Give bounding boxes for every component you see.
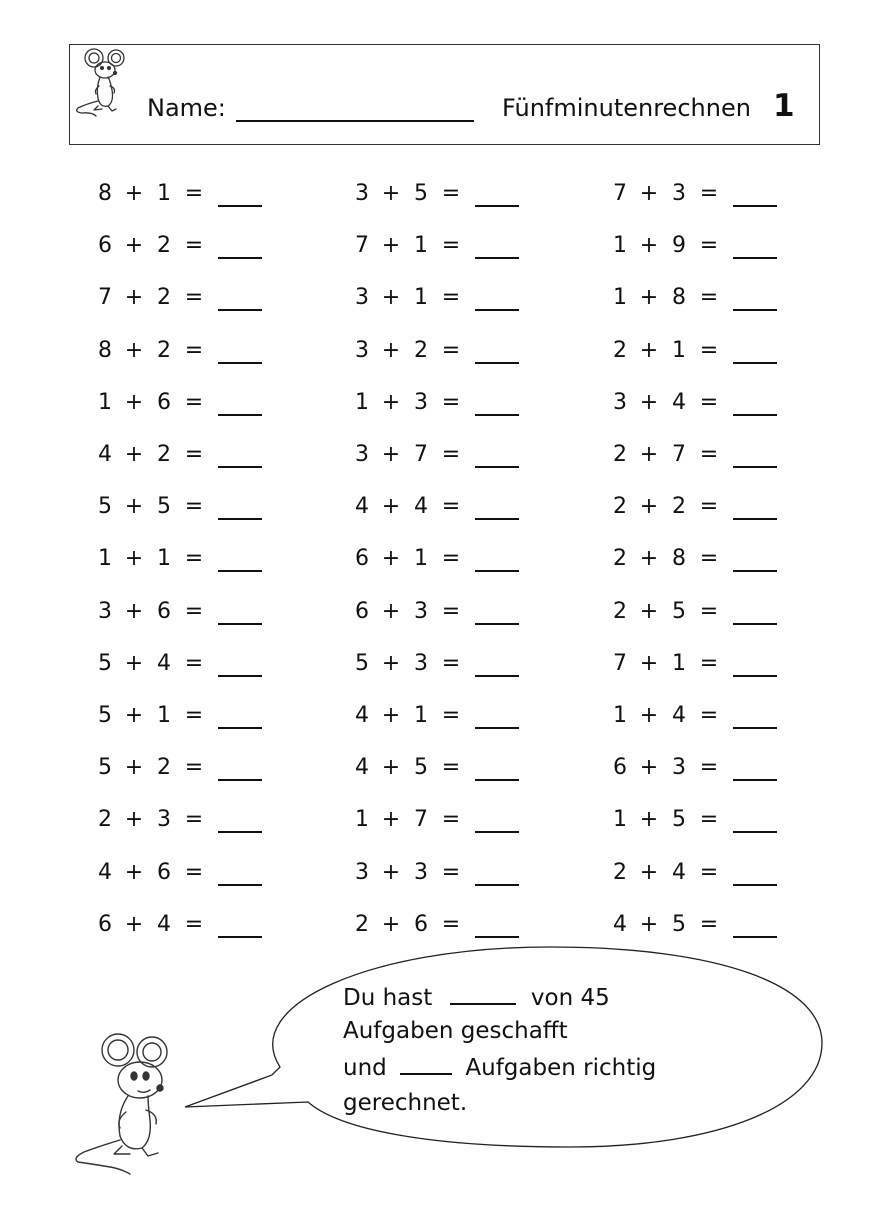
operand-1: 3 bbox=[355, 285, 369, 311]
answer-blank[interactable] bbox=[475, 466, 519, 468]
answer-blank[interactable] bbox=[733, 884, 777, 886]
equals-sign: = bbox=[441, 755, 461, 781]
answer-blank[interactable] bbox=[475, 831, 519, 833]
equals-sign: = bbox=[441, 598, 461, 624]
bubble-line-3 bbox=[343, 1053, 656, 1081]
plus-sign: + bbox=[381, 337, 401, 363]
operand-2: 4 bbox=[672, 859, 686, 885]
operand-2: 2 bbox=[157, 233, 171, 259]
worksheet-number: 1 bbox=[773, 88, 795, 124]
plus-sign: + bbox=[639, 755, 659, 781]
equals-sign: = bbox=[699, 598, 719, 624]
operand-1: 7 bbox=[613, 650, 627, 676]
plus-sign: + bbox=[124, 494, 144, 520]
equals-sign: = bbox=[441, 703, 461, 728]
operand-2: 3 bbox=[414, 389, 428, 415]
equals-sign: = bbox=[699, 494, 719, 520]
equals-sign: = bbox=[441, 859, 461, 885]
operand-1: 1 bbox=[613, 703, 627, 728]
operand-1: 1 bbox=[355, 807, 369, 833]
answer-blank[interactable] bbox=[733, 257, 777, 259]
equals-sign: = bbox=[699, 337, 719, 363]
answer-blank[interactable] bbox=[475, 727, 519, 729]
plus-sign: + bbox=[381, 911, 401, 937]
operand-2: 6 bbox=[157, 859, 171, 885]
mouse-icon bbox=[72, 46, 138, 120]
bubble-line-1 bbox=[343, 983, 610, 1011]
answer-blank[interactable] bbox=[218, 727, 262, 729]
plus-sign: + bbox=[124, 755, 144, 781]
equals-sign: = bbox=[441, 494, 461, 520]
plus-sign: + bbox=[124, 233, 144, 259]
answer-blank[interactable] bbox=[218, 884, 262, 886]
operand-1: 3 bbox=[355, 181, 369, 206]
answer-blank[interactable] bbox=[733, 831, 777, 833]
equals-sign: = bbox=[441, 233, 461, 259]
operand-2: 5 bbox=[157, 494, 171, 520]
plus-sign: + bbox=[639, 911, 659, 937]
operand-1: 1 bbox=[98, 546, 112, 572]
answer-blank[interactable] bbox=[475, 675, 519, 677]
answer-blank[interactable] bbox=[218, 518, 262, 520]
equals-sign: = bbox=[699, 911, 719, 937]
answer-blank[interactable] bbox=[475, 205, 519, 207]
plus-sign: + bbox=[639, 859, 659, 885]
plus-sign: + bbox=[381, 598, 401, 624]
mouse-icon bbox=[70, 1028, 180, 1178]
operand-2: 8 bbox=[672, 285, 686, 311]
answer-blank[interactable] bbox=[475, 518, 519, 520]
operand-2: 5 bbox=[414, 181, 428, 206]
operand-1: 2 bbox=[613, 494, 627, 520]
operand-1: 3 bbox=[98, 598, 112, 624]
bubble-line-2: Aufgaben geschafft bbox=[343, 1018, 568, 1044]
answer-blank[interactable] bbox=[733, 414, 777, 416]
equals-sign: = bbox=[699, 807, 719, 833]
operand-1: 3 bbox=[355, 442, 369, 467]
count-done-blank[interactable] bbox=[450, 983, 516, 1005]
operand-2: 4 bbox=[157, 650, 171, 676]
operand-1: 8 bbox=[98, 181, 112, 206]
plus-sign: + bbox=[639, 650, 659, 676]
name-line[interactable] bbox=[236, 120, 474, 122]
plus-sign: + bbox=[381, 494, 401, 520]
bubble-text-und: und bbox=[343, 1055, 387, 1081]
equals-sign: = bbox=[441, 337, 461, 363]
operand-2: 1 bbox=[414, 285, 428, 311]
operand-1: 2 bbox=[355, 911, 369, 937]
operand-1: 1 bbox=[355, 389, 369, 415]
answer-blank[interactable] bbox=[475, 884, 519, 886]
operand-1: 4 bbox=[355, 755, 369, 781]
plus-sign: + bbox=[381, 285, 401, 311]
answer-blank[interactable] bbox=[218, 309, 262, 311]
plus-sign: + bbox=[381, 389, 401, 415]
operand-2: 8 bbox=[672, 546, 686, 572]
count-correct-blank[interactable] bbox=[400, 1053, 452, 1075]
answer-blank[interactable] bbox=[218, 936, 262, 938]
operand-2: 6 bbox=[157, 389, 171, 415]
operand-2: 5 bbox=[672, 598, 686, 624]
operand-1: 3 bbox=[355, 859, 369, 885]
answer-blank[interactable] bbox=[218, 623, 262, 625]
equals-sign: = bbox=[184, 859, 204, 885]
operand-2: 7 bbox=[672, 442, 686, 467]
answer-blank[interactable] bbox=[733, 727, 777, 729]
answer-blank[interactable] bbox=[218, 205, 262, 207]
operand-1: 1 bbox=[613, 807, 627, 833]
plus-sign: + bbox=[639, 494, 659, 520]
answer-blank[interactable] bbox=[475, 362, 519, 364]
operand-1: 2 bbox=[613, 546, 627, 572]
plus-sign: + bbox=[639, 181, 659, 206]
answer-blank[interactable] bbox=[733, 570, 777, 572]
plus-sign: + bbox=[639, 285, 659, 311]
equals-sign: = bbox=[699, 442, 719, 467]
operand-2: 2 bbox=[672, 494, 686, 520]
operand-1: 3 bbox=[355, 337, 369, 363]
operand-1: 6 bbox=[98, 233, 112, 259]
operand-2: 2 bbox=[157, 442, 171, 467]
operand-1: 8 bbox=[98, 337, 112, 363]
answer-blank[interactable] bbox=[218, 414, 262, 416]
plus-sign: + bbox=[639, 546, 659, 572]
bubble-text-aufgaben-richtig: Aufgaben richtig bbox=[465, 1055, 657, 1081]
bubble-text-von-45: von 45 bbox=[530, 985, 610, 1011]
plus-sign: + bbox=[124, 337, 144, 363]
equals-sign: = bbox=[699, 389, 719, 415]
operand-1: 3 bbox=[613, 389, 627, 415]
plus-sign: + bbox=[124, 598, 144, 624]
equals-sign: = bbox=[184, 807, 204, 833]
operand-2: 1 bbox=[414, 546, 428, 572]
answer-blank[interactable] bbox=[218, 570, 262, 572]
equals-sign: = bbox=[441, 650, 461, 676]
operand-2: 7 bbox=[414, 442, 428, 467]
equals-sign: = bbox=[699, 233, 719, 259]
operand-2: 3 bbox=[414, 650, 428, 676]
equals-sign: = bbox=[699, 650, 719, 676]
operand-2: 2 bbox=[414, 337, 428, 363]
plus-sign: + bbox=[381, 233, 401, 259]
equals-sign: = bbox=[184, 337, 204, 363]
operand-1: 4 bbox=[355, 703, 369, 728]
answer-blank[interactable] bbox=[475, 570, 519, 572]
equals-sign: = bbox=[184, 598, 204, 624]
operand-1: 6 bbox=[355, 546, 369, 572]
bubble-line-4: gerechnet. bbox=[343, 1090, 468, 1116]
plus-sign: + bbox=[124, 389, 144, 415]
plus-sign: + bbox=[381, 546, 401, 572]
plus-sign: + bbox=[381, 442, 401, 467]
operand-1: 1 bbox=[98, 389, 112, 415]
plus-sign: + bbox=[124, 807, 144, 833]
operand-1: 7 bbox=[613, 181, 627, 206]
operand-2: 7 bbox=[414, 807, 428, 833]
operand-2: 1 bbox=[157, 181, 171, 206]
equals-sign: = bbox=[441, 285, 461, 311]
plus-sign: + bbox=[639, 442, 659, 467]
plus-sign: + bbox=[381, 807, 401, 833]
answer-blank[interactable] bbox=[475, 936, 519, 938]
answer-blank[interactable] bbox=[475, 309, 519, 311]
answer-blank[interactable] bbox=[733, 205, 777, 207]
operand-2: 3 bbox=[414, 598, 428, 624]
answer-blank[interactable] bbox=[733, 362, 777, 364]
answer-blank[interactable] bbox=[218, 362, 262, 364]
operand-2: 4 bbox=[157, 911, 171, 937]
equals-sign: = bbox=[441, 911, 461, 937]
plus-sign: + bbox=[124, 285, 144, 311]
equals-sign: = bbox=[184, 703, 204, 728]
operand-1: 2 bbox=[613, 337, 627, 363]
worksheet-title: Fünfminutenrechnen bbox=[502, 94, 751, 122]
equals-sign: = bbox=[699, 546, 719, 572]
equals-sign: = bbox=[184, 389, 204, 415]
equals-sign: = bbox=[441, 181, 461, 206]
equals-sign: = bbox=[441, 442, 461, 467]
operand-2: 6 bbox=[157, 598, 171, 624]
answer-blank[interactable] bbox=[475, 257, 519, 259]
operand-2: 3 bbox=[672, 181, 686, 206]
operand-2: 2 bbox=[157, 285, 171, 311]
answer-blank[interactable] bbox=[733, 936, 777, 938]
operand-1: 2 bbox=[613, 598, 627, 624]
operand-2: 1 bbox=[414, 233, 428, 259]
plus-sign: + bbox=[124, 911, 144, 937]
operand-2: 3 bbox=[672, 755, 686, 781]
operand-2: 1 bbox=[157, 703, 171, 728]
operand-1: 1 bbox=[613, 233, 627, 259]
plus-sign: + bbox=[381, 859, 401, 885]
answer-blank[interactable] bbox=[218, 675, 262, 677]
operand-2: 1 bbox=[672, 650, 686, 676]
operand-2: 1 bbox=[157, 546, 171, 572]
equals-sign: = bbox=[184, 233, 204, 259]
operand-1: 7 bbox=[98, 285, 112, 311]
answer-blank[interactable] bbox=[475, 779, 519, 781]
plus-sign: + bbox=[124, 703, 144, 728]
answer-blank[interactable] bbox=[218, 257, 262, 259]
answer-blank[interactable] bbox=[218, 466, 262, 468]
answer-blank[interactable] bbox=[475, 414, 519, 416]
equals-sign: = bbox=[699, 181, 719, 206]
equals-sign: = bbox=[699, 859, 719, 885]
plus-sign: + bbox=[124, 650, 144, 676]
operand-2: 3 bbox=[414, 859, 428, 885]
equals-sign: = bbox=[441, 807, 461, 833]
operand-2: 3 bbox=[157, 807, 171, 833]
operand-2: 9 bbox=[672, 233, 686, 259]
plus-sign: + bbox=[124, 546, 144, 572]
equals-sign: = bbox=[699, 755, 719, 781]
operand-2: 5 bbox=[414, 755, 428, 781]
equals-sign: = bbox=[441, 546, 461, 572]
answer-blank[interactable] bbox=[733, 779, 777, 781]
operand-1: 4 bbox=[98, 442, 112, 467]
plus-sign: + bbox=[639, 389, 659, 415]
plus-sign: + bbox=[639, 337, 659, 363]
answer-blank[interactable] bbox=[733, 309, 777, 311]
operand-1: 5 bbox=[355, 650, 369, 676]
equals-sign: = bbox=[184, 755, 204, 781]
answer-blank[interactable] bbox=[218, 779, 262, 781]
operand-2: 4 bbox=[414, 494, 428, 520]
operand-1: 1 bbox=[613, 285, 627, 311]
equals-sign: = bbox=[441, 389, 461, 415]
plus-sign: + bbox=[124, 181, 144, 206]
equals-sign: = bbox=[184, 285, 204, 311]
plus-sign: + bbox=[639, 233, 659, 259]
plus-sign: + bbox=[381, 181, 401, 206]
operand-1: 4 bbox=[613, 911, 627, 937]
operand-1: 6 bbox=[98, 911, 112, 937]
bubble-text-du-hast: Du hast bbox=[343, 985, 433, 1011]
equals-sign: = bbox=[699, 703, 719, 728]
equals-sign: = bbox=[184, 650, 204, 676]
equals-sign: = bbox=[184, 442, 204, 467]
plus-sign: + bbox=[381, 650, 401, 676]
operand-2: 2 bbox=[157, 337, 171, 363]
equals-sign: = bbox=[184, 181, 204, 206]
operand-2: 1 bbox=[414, 703, 428, 728]
operand-1: 5 bbox=[98, 650, 112, 676]
operand-2: 2 bbox=[157, 755, 171, 781]
equals-sign: = bbox=[184, 546, 204, 572]
operand-2: 6 bbox=[414, 911, 428, 937]
answer-blank[interactable] bbox=[218, 831, 262, 833]
operand-1: 5 bbox=[98, 494, 112, 520]
operand-1: 5 bbox=[98, 703, 112, 728]
operand-1: 2 bbox=[613, 442, 627, 467]
answer-blank[interactable] bbox=[733, 675, 777, 677]
operand-2: 4 bbox=[672, 703, 686, 728]
plus-sign: + bbox=[381, 703, 401, 728]
plus-sign: + bbox=[639, 598, 659, 624]
speech-bubble bbox=[180, 945, 825, 1150]
plus-sign: + bbox=[124, 859, 144, 885]
answer-blank[interactable] bbox=[475, 623, 519, 625]
operand-1: 7 bbox=[355, 233, 369, 259]
plus-sign: + bbox=[381, 755, 401, 781]
answer-blank[interactable] bbox=[733, 623, 777, 625]
operand-1: 4 bbox=[98, 859, 112, 885]
plus-sign: + bbox=[124, 442, 144, 467]
equals-sign: = bbox=[184, 494, 204, 520]
plus-sign: + bbox=[639, 703, 659, 728]
operand-2: 5 bbox=[672, 911, 686, 937]
operand-1: 2 bbox=[613, 859, 627, 885]
plus-sign: + bbox=[639, 807, 659, 833]
answer-blank[interactable] bbox=[733, 466, 777, 468]
operand-1: 6 bbox=[613, 755, 627, 781]
operand-2: 1 bbox=[672, 337, 686, 363]
operand-1: 6 bbox=[355, 598, 369, 624]
operand-2: 5 bbox=[672, 807, 686, 833]
name-label: Name: bbox=[147, 94, 226, 122]
equals-sign: = bbox=[699, 285, 719, 311]
equals-sign: = bbox=[184, 911, 204, 937]
operand-1: 4 bbox=[355, 494, 369, 520]
operand-1: 2 bbox=[98, 807, 112, 833]
operand-1: 5 bbox=[98, 755, 112, 781]
operand-2: 4 bbox=[672, 389, 686, 415]
answer-blank[interactable] bbox=[733, 518, 777, 520]
